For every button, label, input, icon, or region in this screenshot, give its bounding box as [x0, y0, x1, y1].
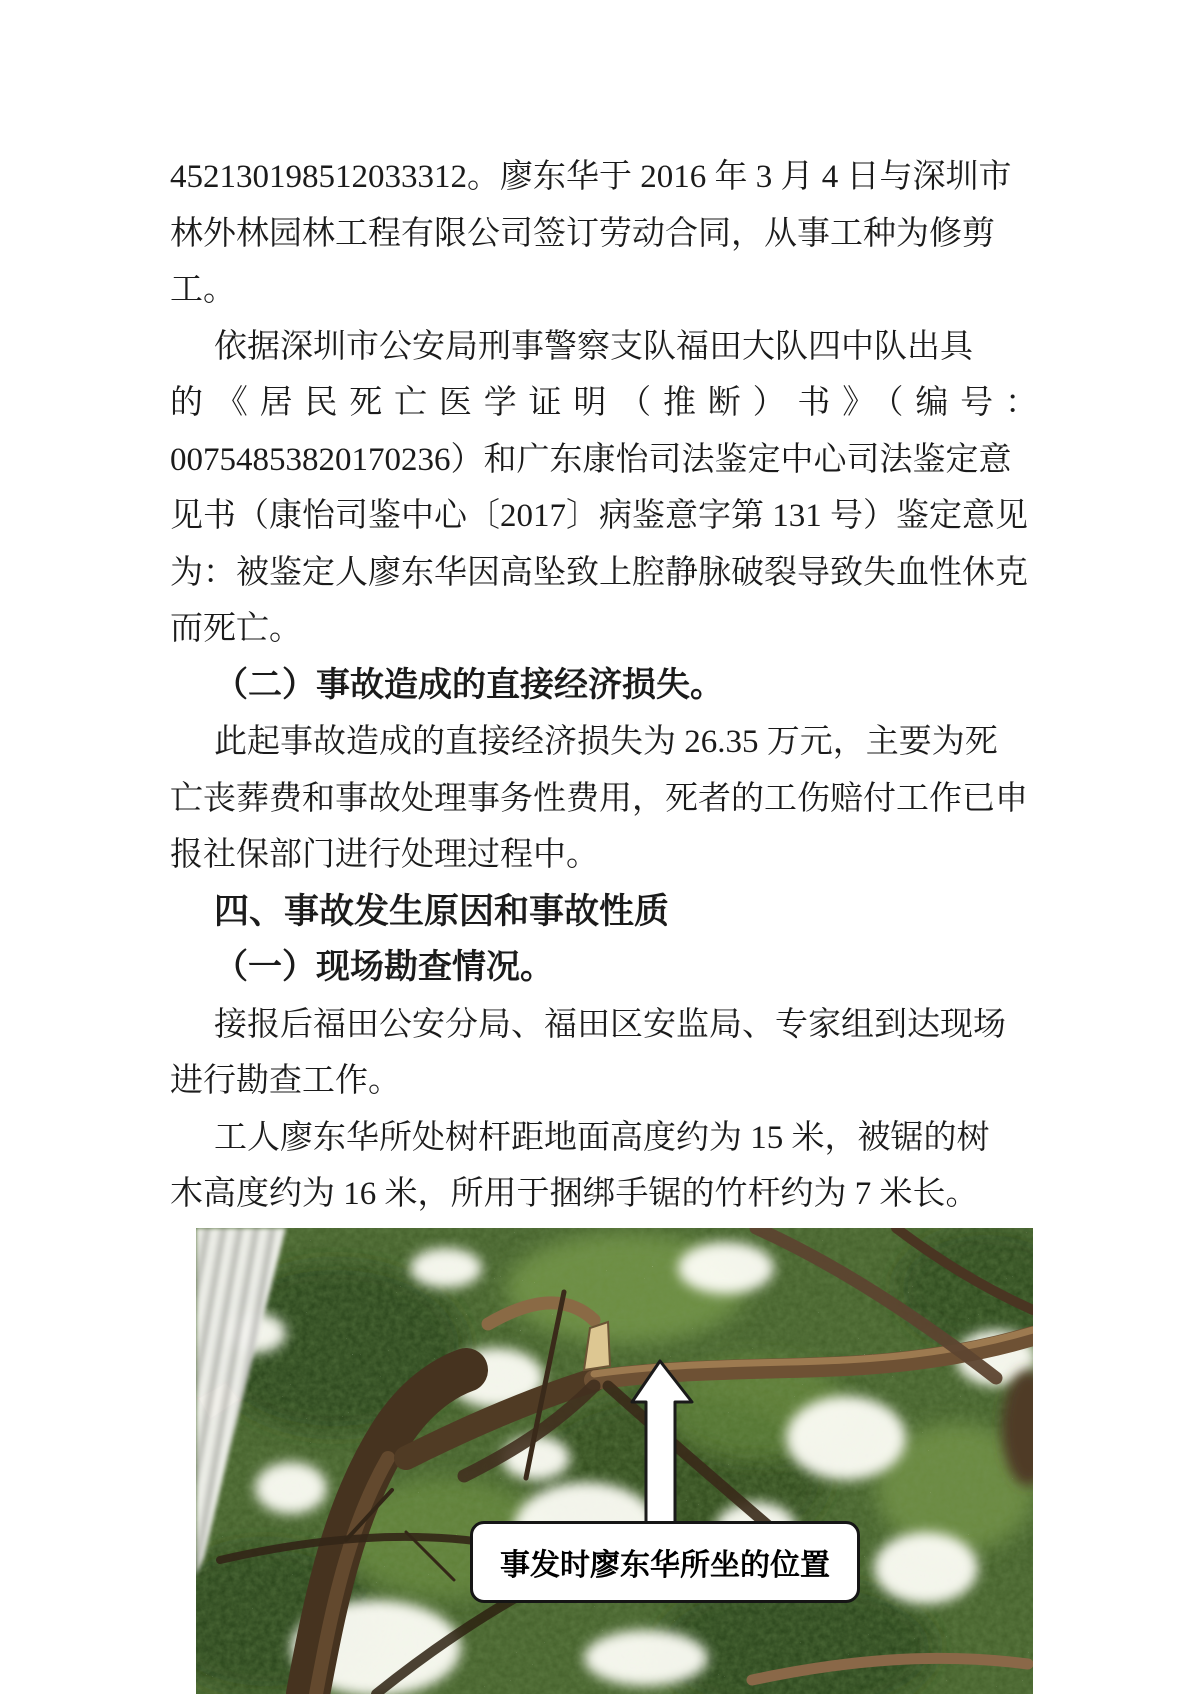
chapter-heading: 四、事故发生原因和事故性质: [214, 891, 670, 931]
report-text: [170, 149, 1038, 1223]
photo-caption-box: [470, 1521, 860, 1603]
text-line: 依据深圳市公安局刑事警察支队福田大队四中队出具: [214, 328, 973, 365]
text-line: 见书（康怡司鉴中心〔2017〕病鉴意字第 131 号）鉴定意见: [170, 498, 1028, 534]
text-line: 的《居民死亡医学证明（推断）书》（编号：: [170, 385, 1038, 421]
text-line: 接报后福田公安分局、福田区安监局、专家组到达现场: [214, 1006, 1006, 1043]
text-line: 林外林园林工程有限公司签订劳动合同，从事工种为修剪: [170, 215, 995, 252]
text-line: 00754853820170236）和广东康怡司法鉴定中心司法鉴定意: [170, 441, 1012, 478]
text-line: 工。: [170, 272, 236, 308]
tree-canopy-illustration: [196, 1228, 1033, 1694]
section-heading: （一）现场勘查情况。: [214, 949, 554, 986]
site-photo: [196, 1228, 1033, 1694]
text-line: 452130198512033312。廖东华于 2016 年 3 月 4 日与深圳市: [170, 159, 1012, 195]
text-line: 此起事故造成的直接经济损失为 26.35 万元，主要为死: [214, 724, 998, 760]
text-line: 报社保部门进行处理过程中。: [170, 837, 599, 873]
text-line: 工人廖东华所处树杆距地面高度约为 15 米，被锯的树: [214, 1119, 990, 1156]
text-line: 亡丧葬费和事故处理事务性费用，死者的工伤赔付工作已申: [170, 780, 1028, 817]
text-line: 而死亡。: [170, 611, 302, 647]
photo-caption-text: 事发时廖东华所坐的位置: [500, 1549, 830, 1582]
text-line: 进行勘查工作。: [170, 1063, 401, 1099]
text-line: 木高度约为 16 米，所用于捆绑手锯的竹杆约为 7 米长。: [170, 1176, 979, 1212]
text-line: 为：被鉴定人廖东华因高坠致上腔静脉破裂导致失血性休克: [170, 554, 1028, 591]
section-heading: （二）事故造成的直接经济损失。: [214, 666, 724, 704]
